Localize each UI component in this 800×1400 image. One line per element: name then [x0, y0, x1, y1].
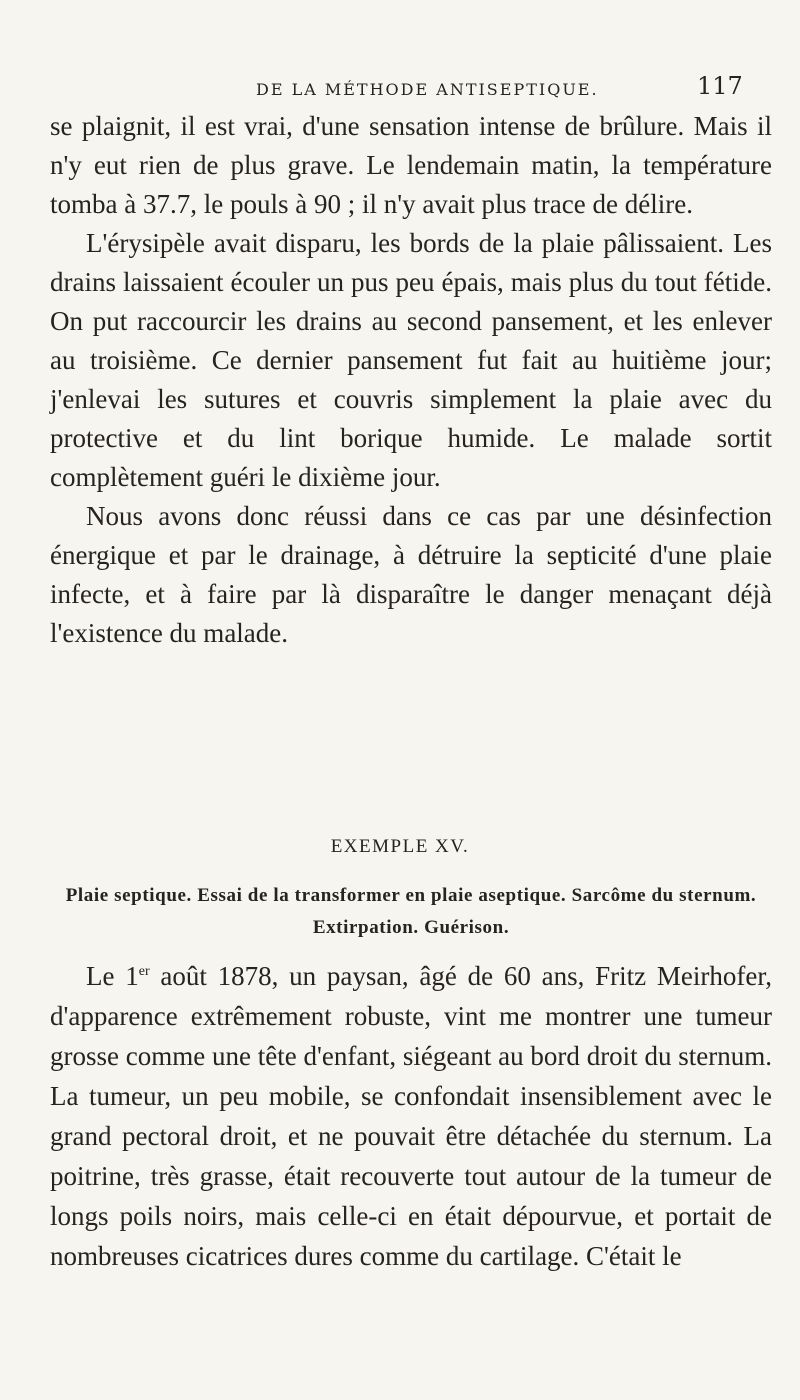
paragraph-continued: se plaignit, il est vrai, d'une sensation intense de brûlure. Mais il n'y eut rien de plus grave. Le lendemain matin, la température tomba à 37.7, le pouls à 90 ; il n'y avait plus trace de délire.	[50, 111, 772, 219]
case-title: Plaie septique. Essai de la transformer en plaie aseptique. Sarcôme du sternum. Extirpation. Guérison.	[65, 885, 757, 938]
paragraph-case-description	[50, 956, 772, 1276]
paragraph-conclusion: Nous avons donc réussi dans ce cas par une désinfection énergique et par le drainage, à détruire la septicité d'une plaie infecte, et à faire par là disparaître le danger menaçant déjà l'existence du malade.	[50, 501, 772, 648]
paragraph-erysipelas: L'érysipèle avait disparu, les bords de la plaie pâlissaient. Les drains laissaient écouler un pus peu épais, mais plus du tout fétide. On put raccourcir les drains au second pansement, et les enlever au troisième. Ce dernier pansement fut fait au huitième jour; j'enlevai les sutures et couvris simplement la plaie avec du protective et du lint borique humide. Le malade sortit complètement guéri le dixième jour.	[50, 228, 772, 492]
body-text-example	[50, 956, 772, 1276]
example-heading: EXEMPLE XV.	[330, 836, 470, 857]
body-text-top	[50, 107, 772, 653]
case-description-text: août 1878, un paysan, âgé de 60 ans, Fritz Meirhofer, d'apparence extrêmement robuste, vint me montrer une tumeur grosse comme une tête d'enfant, siégeant au bord droit du sternum. La tumeur, un peu mobile, se confondait insensiblement avec le grand pectoral droit, et ne pouvait être détachée du sternum. La poitrine, très grasse, était recouverte tout autour de la tumeur de longs poils noirs, mais celle-ci en était dépourvue, et portait de nombreuses cicatrices dures comme du cartilage. C'était le	[50, 961, 772, 1271]
page-number: 117	[697, 72, 743, 100]
case-date-lead: Le 1	[86, 961, 139, 991]
running-head: DE LA MÉTHODE ANTISEPTIQUE.	[256, 80, 599, 99]
ordinal-superscript: er	[138, 964, 150, 979]
